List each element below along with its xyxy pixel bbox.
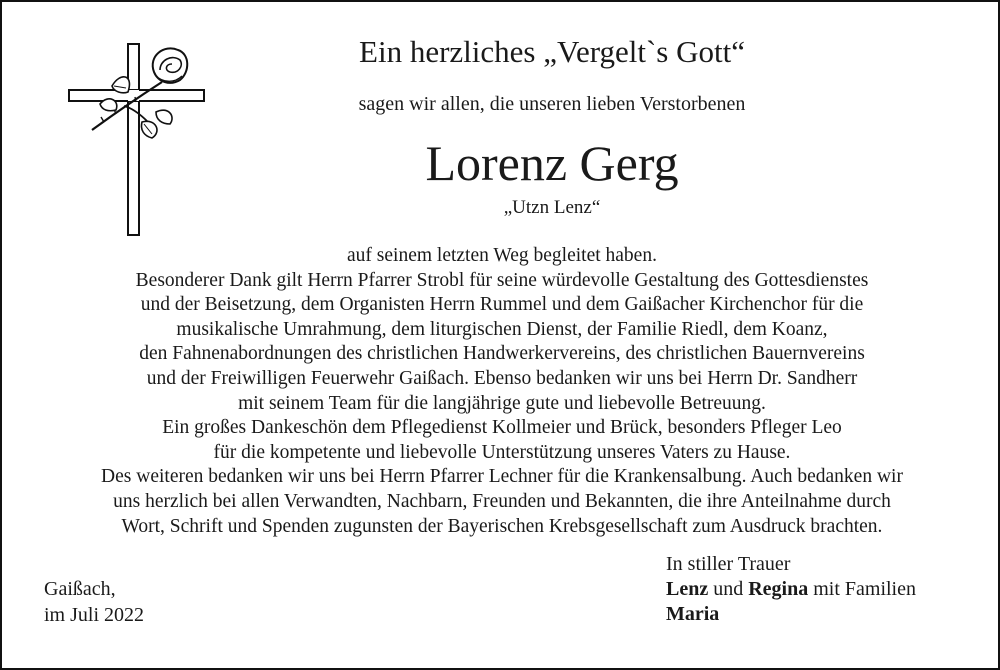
text-line: mit seinem Team für die langjährige gute und liebevolle Betreuung. (238, 392, 766, 414)
text-line: den Fahnenabordnungen des christlichen Handwerkervereins, des christlichen Bauernvereins (139, 343, 865, 365)
family-line (666, 602, 916, 627)
text-line: Wort, Schrift und Spenden zugunsten der Bayerischen Krebsgesellschaft zum Ausdruck brachten. (121, 515, 883, 537)
place-and-date (44, 576, 144, 628)
text-line: Ein großes Dankeschön dem Pflegedienst Kollmeier und Brück, besonders Pfleger Leo (162, 417, 842, 439)
thanks-subheading: sagen wir allen, die unseren lieben Verstorbenen (358, 93, 746, 115)
family-name: Lenz (666, 578, 709, 600)
place: Gaißach, (44, 578, 116, 600)
acknowledgement-text (12, 244, 992, 539)
family-suffix: mit Familien (813, 578, 916, 600)
family-line (666, 577, 916, 602)
text-line: musikalische Umrahmung, dem liturgischen Dienst, der Familie Riedl, dem Koanz, (176, 318, 828, 340)
text-line: für die kompetente und liebevolle Unterstützung unseres Vaters zu Hause. (213, 441, 791, 463)
cross-with-rose-icon (64, 42, 214, 242)
date: im Juli 2022 (44, 604, 145, 626)
text-line: Besonderer Dank gilt Herrn Pfarrer Strobl für seine würdevolle Gestaltung des Gottesdienstes (135, 269, 869, 291)
family-connector: und (713, 578, 744, 600)
family-name: Regina (748, 578, 809, 600)
text-line: Des weiteren bedanken wir uns bei Herrn Pfarrer Lechner für die Krankensalbung. Auch bedanken wir (101, 466, 903, 488)
deceased-nickname: „Utzn Lenz“ (503, 197, 601, 218)
text-line: uns herzlich bei allen Verwandten, Nachbarn, Freunden und Bekannten, die ihre Anteilnahme durch (113, 490, 891, 512)
text-line: auf seinem letzten Weg begleitet haben. (347, 245, 657, 266)
thanks-heading: Ein herzliches „Vergelt`s Gott“ (359, 34, 745, 69)
deceased-name: Lorenz Gerg (425, 135, 679, 191)
text-line: und der Freiwilligen Feuerwehr Gaißach. Ebenso bedanken wir uns bei Herrn Dr. Sandherr (146, 367, 858, 389)
mourning-line: In stiller Trauer (666, 553, 791, 575)
text-line: und der Beisetzung, dem Organisten Herrn Rummel und dem Gaißacher Kirchenchor für die (140, 294, 864, 316)
signature-block (666, 552, 916, 627)
family-name: Maria (666, 603, 720, 625)
